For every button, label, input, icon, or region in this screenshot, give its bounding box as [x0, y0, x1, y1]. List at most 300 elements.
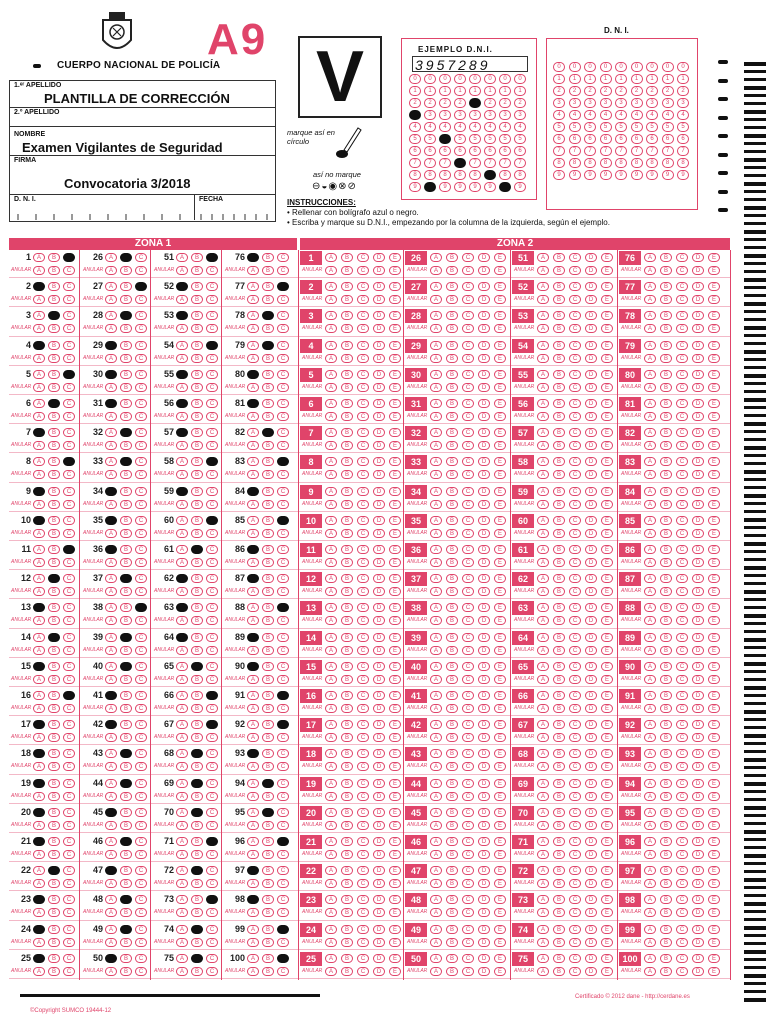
annul-bubble[interactable]: E	[494, 441, 506, 450]
answer-bubble[interactable]	[120, 574, 132, 583]
dni-digit-bubble[interactable]: 8	[600, 158, 612, 168]
answer-bubble[interactable]: D	[478, 662, 490, 671]
annul-bubble[interactable]: B	[262, 908, 274, 917]
dni-digit-bubble[interactable]: 2	[424, 98, 436, 108]
answer-bubble[interactable]: A	[430, 749, 442, 758]
annul-bubble[interactable]: C	[676, 324, 688, 333]
annul-bubble[interactable]: E	[601, 821, 613, 830]
annul-bubble[interactable]: E	[494, 908, 506, 917]
annul-bubble[interactable]: A	[105, 792, 117, 801]
annul-bubble[interactable]: A	[247, 616, 259, 625]
annul-bubble[interactable]: D	[692, 733, 704, 742]
answer-bubble[interactable]: B	[553, 633, 565, 642]
annul-bubble[interactable]: B	[553, 558, 565, 567]
answer-bubble[interactable]: C	[357, 603, 369, 612]
annul-bubble[interactable]: C	[63, 908, 75, 917]
dni-digit-bubble[interactable]: 4	[424, 122, 436, 132]
dni-digit-bubble[interactable]: 9	[631, 170, 643, 180]
annul-bubble[interactable]: D	[478, 908, 490, 917]
answer-bubble[interactable]	[33, 603, 45, 612]
annul-bubble[interactable]: C	[63, 266, 75, 275]
answer-bubble[interactable]: E	[494, 545, 506, 554]
answer-bubble[interactable]	[247, 749, 259, 758]
answer-bubble[interactable]	[63, 691, 75, 700]
annul-bubble[interactable]: C	[206, 762, 218, 771]
answer-bubble[interactable]: A	[430, 341, 442, 350]
annul-bubble[interactable]: C	[63, 587, 75, 596]
answer-bubble[interactable]: E	[708, 925, 720, 934]
answer-bubble[interactable]: C	[357, 341, 369, 350]
answer-bubble[interactable]	[176, 428, 188, 437]
answer-bubble[interactable]: C	[277, 574, 289, 583]
answer-bubble[interactable]: E	[708, 457, 720, 466]
annul-bubble[interactable]: C	[676, 500, 688, 509]
annul-bubble[interactable]: A	[33, 500, 45, 509]
dni-digit-bubble[interactable]: 5	[584, 122, 596, 132]
annul-bubble[interactable]: A	[325, 324, 337, 333]
annul-bubble[interactable]: D	[692, 587, 704, 596]
annul-bubble[interactable]: B	[553, 354, 565, 363]
answer-bubble[interactable]: C	[676, 808, 688, 817]
answer-bubble[interactable]	[33, 341, 45, 350]
annul-bubble[interactable]: E	[494, 792, 506, 801]
dni-digit-bubble[interactable]: 4	[499, 122, 511, 132]
answer-bubble[interactable]: B	[446, 779, 458, 788]
annul-bubble[interactable]: A	[105, 441, 117, 450]
annul-bubble[interactable]: C	[277, 675, 289, 684]
answer-bubble[interactable]: B	[341, 399, 353, 408]
annul-bubble[interactable]: C	[357, 500, 369, 509]
annul-bubble[interactable]: B	[120, 821, 132, 830]
answer-bubble[interactable]	[262, 808, 274, 817]
annul-bubble[interactable]: D	[478, 704, 490, 713]
annul-bubble[interactable]: B	[446, 821, 458, 830]
answer-bubble[interactable]: D	[373, 808, 385, 817]
answer-bubble[interactable]: E	[601, 691, 613, 700]
annul-bubble[interactable]: C	[206, 529, 218, 538]
answer-bubble[interactable]: C	[206, 399, 218, 408]
dni-digit-bubble[interactable]: 3	[646, 98, 658, 108]
annul-bubble[interactable]: A	[105, 938, 117, 947]
answer-bubble[interactable]: E	[601, 341, 613, 350]
annul-bubble[interactable]: E	[708, 908, 720, 917]
answer-bubble[interactable]: E	[494, 516, 506, 525]
answer-bubble[interactable]: B	[446, 866, 458, 875]
annul-bubble[interactable]: E	[601, 558, 613, 567]
dni-digit-bubble[interactable]: 5	[569, 122, 581, 132]
annul-bubble[interactable]: A	[430, 441, 442, 450]
answer-bubble[interactable]: E	[494, 720, 506, 729]
dni-digit-bubble[interactable]: 3	[499, 110, 511, 120]
annul-bubble[interactable]: A	[105, 324, 117, 333]
answer-bubble[interactable]: A	[537, 370, 549, 379]
answer-bubble[interactable]: E	[389, 895, 401, 904]
annul-bubble[interactable]: D	[478, 383, 490, 392]
dni-digit-bubble[interactable]: 6	[615, 134, 627, 144]
answer-bubble[interactable]: B	[191, 457, 203, 466]
answer-bubble[interactable]: B	[262, 749, 274, 758]
annul-bubble[interactable]: E	[708, 762, 720, 771]
answer-bubble[interactable]: C	[462, 866, 474, 875]
answer-bubble[interactable]	[33, 925, 45, 934]
dni-digit-bubble[interactable]: 2	[646, 86, 658, 96]
annul-bubble[interactable]: A	[33, 558, 45, 567]
answer-bubble[interactable]: B	[341, 370, 353, 379]
annul-bubble[interactable]: C	[63, 441, 75, 450]
answer-bubble[interactable]: B	[262, 399, 274, 408]
dni-digit-bubble[interactable]: 5	[424, 134, 436, 144]
annul-bubble[interactable]: A	[176, 558, 188, 567]
annul-bubble[interactable]: C	[676, 558, 688, 567]
annul-bubble[interactable]: A	[430, 587, 442, 596]
annul-bubble[interactable]: B	[120, 616, 132, 625]
annul-bubble[interactable]: E	[494, 850, 506, 859]
annul-bubble[interactable]: E	[494, 470, 506, 479]
annul-bubble[interactable]: D	[585, 967, 597, 976]
answer-bubble[interactable]: E	[494, 633, 506, 642]
answer-bubble[interactable]	[48, 866, 60, 875]
answer-bubble[interactable]: B	[660, 720, 672, 729]
annul-bubble[interactable]: C	[462, 908, 474, 917]
answer-bubble[interactable]: E	[389, 516, 401, 525]
annul-bubble[interactable]: B	[660, 938, 672, 947]
annul-bubble[interactable]: C	[135, 762, 147, 771]
annul-bubble[interactable]: E	[389, 354, 401, 363]
annul-bubble[interactable]: E	[601, 733, 613, 742]
annul-bubble[interactable]: B	[553, 616, 565, 625]
dni-digit-bubble[interactable]: 1	[409, 86, 421, 96]
annul-bubble[interactable]: B	[191, 733, 203, 742]
answer-bubble[interactable]: B	[341, 749, 353, 758]
dni-digit-bubble[interactable]: 2	[454, 98, 466, 108]
annul-bubble[interactable]: A	[176, 733, 188, 742]
dni-digit-bubble[interactable]: 9	[553, 170, 565, 180]
annul-bubble[interactable]: B	[446, 850, 458, 859]
answer-bubble[interactable]: D	[585, 311, 597, 320]
answer-bubble[interactable]	[247, 662, 259, 671]
answer-bubble[interactable]: B	[660, 399, 672, 408]
annul-bubble[interactable]: B	[262, 324, 274, 333]
annul-bubble[interactable]: B	[341, 266, 353, 275]
answer-bubble[interactable]	[176, 487, 188, 496]
annul-bubble[interactable]: C	[63, 850, 75, 859]
dni-digit-bubble[interactable]: 3	[484, 110, 496, 120]
annul-bubble[interactable]: B	[120, 762, 132, 771]
annul-bubble[interactable]: A	[105, 850, 117, 859]
annul-bubble[interactable]: D	[373, 762, 385, 771]
annul-bubble[interactable]: C	[135, 441, 147, 450]
answer-bubble[interactable]: C	[676, 487, 688, 496]
answer-bubble[interactable]: C	[462, 341, 474, 350]
annul-bubble[interactable]: B	[553, 441, 565, 450]
annul-bubble[interactable]: D	[585, 704, 597, 713]
annul-bubble[interactable]: C	[277, 324, 289, 333]
answer-bubble[interactable]: C	[569, 487, 581, 496]
answer-bubble[interactable]: B	[446, 662, 458, 671]
answer-bubble[interactable]: D	[373, 457, 385, 466]
answer-bubble[interactable]: B	[446, 487, 458, 496]
annul-bubble[interactable]: D	[692, 908, 704, 917]
annul-bubble[interactable]: D	[585, 587, 597, 596]
annul-bubble[interactable]: A	[644, 967, 656, 976]
answer-bubble[interactable]: B	[341, 866, 353, 875]
answer-bubble[interactable]: B	[341, 633, 353, 642]
annul-bubble[interactable]: E	[389, 938, 401, 947]
annul-bubble[interactable]: C	[206, 704, 218, 713]
answer-bubble[interactable]: D	[373, 779, 385, 788]
annul-bubble[interactable]: A	[430, 383, 442, 392]
answer-bubble[interactable]: D	[373, 311, 385, 320]
annul-bubble[interactable]: C	[277, 441, 289, 450]
answer-bubble[interactable]: A	[644, 662, 656, 671]
answer-bubble[interactable]: C	[462, 428, 474, 437]
annul-bubble[interactable]: E	[708, 412, 720, 421]
annul-bubble[interactable]: C	[277, 792, 289, 801]
dni-digit-bubble[interactable]: 7	[569, 146, 581, 156]
answer-bubble[interactable]: E	[389, 603, 401, 612]
annul-bubble[interactable]: C	[569, 938, 581, 947]
answer-bubble[interactable]: C	[206, 603, 218, 612]
answer-bubble[interactable]: E	[494, 662, 506, 671]
annul-bubble[interactable]: B	[48, 879, 60, 888]
annul-bubble[interactable]: B	[553, 383, 565, 392]
answer-bubble[interactable]: B	[553, 837, 565, 846]
answer-bubble[interactable]: C	[462, 720, 474, 729]
answer-bubble[interactable]: A	[105, 837, 117, 846]
annul-bubble[interactable]: B	[341, 646, 353, 655]
answer-bubble[interactable]: E	[708, 749, 720, 758]
answer-bubble[interactable]: A	[176, 545, 188, 554]
annul-bubble[interactable]: B	[191, 704, 203, 713]
dni-digit-bubble[interactable]: 8	[514, 170, 526, 180]
annul-bubble[interactable]: A	[430, 324, 442, 333]
annul-bubble[interactable]: B	[446, 266, 458, 275]
answer-bubble[interactable]: C	[676, 866, 688, 875]
annul-bubble[interactable]: A	[537, 529, 549, 538]
annul-bubble[interactable]: B	[262, 295, 274, 304]
answer-bubble[interactable]: D	[585, 341, 597, 350]
annul-bubble[interactable]: A	[33, 383, 45, 392]
answer-bubble[interactable]: A	[430, 311, 442, 320]
answer-bubble[interactable]: D	[373, 866, 385, 875]
dni-digit-bubble[interactable]: 8	[409, 170, 421, 180]
answer-bubble[interactable]: A	[33, 311, 45, 320]
dni-digit-bubble[interactable]: 7	[631, 146, 643, 156]
answer-bubble[interactable]: B	[446, 311, 458, 320]
annul-bubble[interactable]: C	[63, 616, 75, 625]
dni-digit-bubble[interactable]: 6	[454, 146, 466, 156]
annul-bubble[interactable]: C	[206, 908, 218, 917]
dni-digit-bubble[interactable]: 7	[439, 158, 451, 168]
answer-bubble[interactable]: A	[176, 691, 188, 700]
answer-bubble[interactable]: C	[569, 866, 581, 875]
dni-digit-bubble[interactable]: 6	[469, 146, 481, 156]
annul-bubble[interactable]: C	[676, 441, 688, 450]
answer-bubble[interactable]	[33, 895, 45, 904]
answer-bubble[interactable]: A	[644, 720, 656, 729]
answer-bubble[interactable]	[33, 808, 45, 817]
dni-digit-bubble[interactable]: 6	[677, 134, 689, 144]
dni-digit-bubble[interactable]: 0	[514, 74, 526, 84]
answer-bubble[interactable]: B	[660, 457, 672, 466]
annul-bubble[interactable]: A	[537, 354, 549, 363]
dni-digit-bubble[interactable]: 9	[454, 182, 466, 192]
annul-bubble[interactable]: B	[660, 733, 672, 742]
answer-bubble[interactable]: B	[262, 720, 274, 729]
answer-bubble[interactable]: D	[478, 545, 490, 554]
annul-bubble[interactable]: B	[191, 646, 203, 655]
answer-bubble[interactable]: D	[692, 428, 704, 437]
annul-bubble[interactable]: A	[105, 412, 117, 421]
annul-bubble[interactable]: C	[206, 500, 218, 509]
annul-bubble[interactable]: D	[692, 529, 704, 538]
annul-bubble[interactable]: C	[135, 529, 147, 538]
answer-bubble[interactable]: B	[120, 487, 132, 496]
answer-bubble[interactable]: A	[105, 633, 117, 642]
answer-bubble[interactable]: C	[63, 779, 75, 788]
annul-bubble[interactable]: C	[135, 470, 147, 479]
annul-bubble[interactable]: C	[135, 675, 147, 684]
annul-bubble[interactable]: A	[430, 266, 442, 275]
annul-bubble[interactable]: A	[644, 295, 656, 304]
answer-bubble[interactable]: B	[48, 253, 60, 262]
annul-bubble[interactable]: A	[105, 704, 117, 713]
answer-bubble[interactable]: C	[676, 370, 688, 379]
answer-bubble[interactable]: B	[191, 691, 203, 700]
annul-bubble[interactable]: A	[644, 412, 656, 421]
annul-bubble[interactable]: B	[446, 733, 458, 742]
answer-bubble[interactable]: D	[373, 253, 385, 262]
answer-bubble[interactable]: C	[462, 603, 474, 612]
annul-bubble[interactable]: A	[247, 850, 259, 859]
answer-bubble[interactable]: A	[105, 428, 117, 437]
answer-bubble[interactable]: D	[585, 720, 597, 729]
annul-bubble[interactable]: A	[176, 938, 188, 947]
annul-bubble[interactable]: A	[644, 908, 656, 917]
answer-bubble[interactable]: C	[569, 457, 581, 466]
answer-bubble[interactable]: B	[446, 837, 458, 846]
annul-bubble[interactable]: B	[48, 383, 60, 392]
annul-bubble[interactable]: C	[462, 967, 474, 976]
annul-bubble[interactable]: B	[191, 587, 203, 596]
annul-bubble[interactable]: A	[176, 470, 188, 479]
answer-bubble[interactable]: A	[537, 837, 549, 846]
answer-bubble[interactable]: C	[462, 487, 474, 496]
annul-bubble[interactable]: B	[191, 879, 203, 888]
answer-bubble[interactable]: D	[692, 370, 704, 379]
answer-bubble[interactable]: D	[692, 311, 704, 320]
annul-bubble[interactable]: A	[33, 470, 45, 479]
dni-digit-bubble[interactable]: 4	[677, 110, 689, 120]
answer-bubble[interactable]: D	[692, 633, 704, 642]
annul-bubble[interactable]: A	[176, 383, 188, 392]
answer-bubble[interactable]: E	[494, 253, 506, 262]
answer-bubble[interactable]	[120, 925, 132, 934]
answer-bubble[interactable]: B	[120, 866, 132, 875]
dni-digit-bubble[interactable]: 8	[662, 158, 674, 168]
answer-bubble[interactable]: D	[585, 808, 597, 817]
annul-bubble[interactable]: C	[206, 324, 218, 333]
annul-bubble[interactable]: C	[277, 733, 289, 742]
answer-bubble[interactable]: C	[63, 633, 75, 642]
answer-bubble[interactable]: E	[389, 341, 401, 350]
annul-bubble[interactable]: A	[176, 821, 188, 830]
answer-bubble[interactable]: D	[692, 282, 704, 291]
dni-digit-bubble[interactable]: 4	[439, 122, 451, 132]
annul-bubble[interactable]: B	[48, 675, 60, 684]
answer-bubble[interactable]: E	[708, 866, 720, 875]
dni-digit-bubble[interactable]: 8	[646, 158, 658, 168]
answer-bubble[interactable]: B	[120, 282, 132, 291]
annul-bubble[interactable]: B	[262, 646, 274, 655]
dni-digit-bubble[interactable]: 6	[424, 146, 436, 156]
answer-bubble[interactable]: A	[644, 282, 656, 291]
answer-bubble[interactable]: D	[373, 516, 385, 525]
dni-digit-bubble[interactable]: 9	[469, 182, 481, 192]
annul-bubble[interactable]: A	[176, 412, 188, 421]
answer-bubble[interactable]: D	[585, 603, 597, 612]
answer-bubble[interactable]: A	[537, 428, 549, 437]
answer-bubble[interactable]: A	[105, 574, 117, 583]
answer-bubble[interactable]	[105, 341, 117, 350]
annul-bubble[interactable]: D	[585, 354, 597, 363]
answer-bubble[interactable]	[262, 428, 274, 437]
answer-bubble[interactable]: C	[676, 691, 688, 700]
annul-bubble[interactable]: C	[357, 412, 369, 421]
answer-bubble[interactable]: C	[135, 457, 147, 466]
annul-bubble[interactable]: C	[569, 821, 581, 830]
answer-bubble[interactable]: C	[569, 720, 581, 729]
annul-bubble[interactable]: B	[48, 558, 60, 567]
annul-bubble[interactable]: E	[494, 500, 506, 509]
answer-bubble[interactable]: B	[120, 808, 132, 817]
dni-digit-bubble[interactable]	[454, 158, 466, 168]
dni-digit-bubble[interactable]	[439, 134, 451, 144]
answer-bubble[interactable]: A	[176, 808, 188, 817]
annul-bubble[interactable]: A	[537, 967, 549, 976]
answer-bubble[interactable]: D	[373, 399, 385, 408]
answer-bubble[interactable]: D	[478, 487, 490, 496]
annul-bubble[interactable]: A	[430, 558, 442, 567]
annul-bubble[interactable]: C	[462, 500, 474, 509]
dni-digit-bubble[interactable]: 7	[484, 158, 496, 168]
answer-bubble[interactable]: A	[325, 837, 337, 846]
annul-bubble[interactable]: B	[191, 470, 203, 479]
annul-bubble[interactable]: B	[553, 938, 565, 947]
answer-bubble[interactable]: D	[585, 895, 597, 904]
answer-bubble[interactable]: A	[430, 428, 442, 437]
answer-bubble[interactable]	[33, 662, 45, 671]
answer-bubble[interactable]	[247, 574, 259, 583]
annul-bubble[interactable]: A	[247, 967, 259, 976]
answer-bubble[interactable]: B	[553, 749, 565, 758]
annul-bubble[interactable]: C	[357, 383, 369, 392]
answer-bubble[interactable]: B	[341, 603, 353, 612]
annul-bubble[interactable]: E	[389, 266, 401, 275]
annul-bubble[interactable]: B	[120, 938, 132, 947]
answer-bubble[interactable]: D	[478, 282, 490, 291]
answer-bubble[interactable]: B	[553, 954, 565, 963]
annul-bubble[interactable]: C	[676, 938, 688, 947]
answer-bubble[interactable]: D	[373, 545, 385, 554]
answer-bubble[interactable]: B	[446, 341, 458, 350]
answer-bubble[interactable]: B	[341, 720, 353, 729]
answer-bubble[interactable]: D	[373, 954, 385, 963]
annul-bubble[interactable]: C	[357, 529, 369, 538]
answer-bubble[interactable]: D	[373, 603, 385, 612]
annul-bubble[interactable]: E	[494, 733, 506, 742]
answer-bubble[interactable]: C	[462, 282, 474, 291]
